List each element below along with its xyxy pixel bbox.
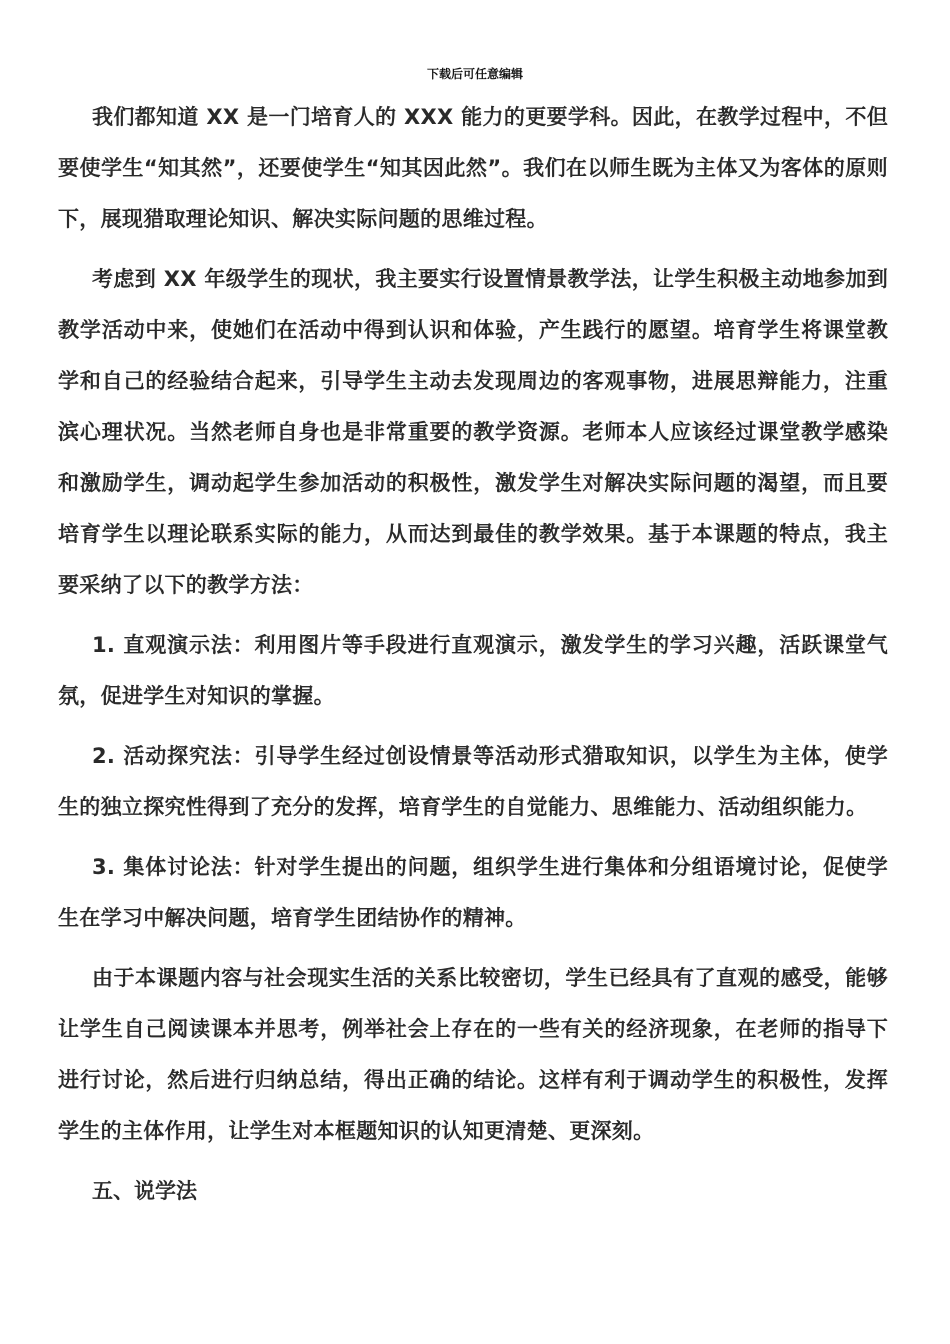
list-item-discussion-method: 3. 集体讨论法：针对学生提出的问题，组织学生进行集体和分组语境讨论，促使学生在学习中解决问题，培育学生团结协作的精神。 xyxy=(58,855,888,930)
paragraph-rationale: 由于本课题内容与社会现实生活的关系比较密切，学生已经具有了直观的感受，能够让学生自己阅读课本并思考，例举社会上存在的一些有关的经济现象，在老师的指导下进行讨论，然后进行归纳总结，得出正确的结论。这样有利于调动学生的积极性，发挥学生的主体作用，让学生对本框题知识的认知更清楚、更深刻。 xyxy=(58,966,888,1143)
list-item-inquiry-method: 2. 活动探究法：引导学生经过创设情景等活动形式猎取知识，以学生为主体，使学生的独立探究性得到了充分的发挥，培育学生的自觉能力、思维能力、活动组织能力。 xyxy=(58,744,888,819)
header-note: 下载后可任意编辑 xyxy=(426,67,523,81)
section-heading-learning-method: 五、说学法 xyxy=(92,1179,197,1203)
paragraph-teaching-method-overview: 考虑到 XX 年级学生的现状，我主要实行设置情景教学法，让学生积极主动地参加到教学活动中来，使她们在活动中得到认识和体验，产生践行的愿望。培育学生将课堂教学和自己的经验结合起来，引导学生主动去发现周边的客观事物，进展思辩能力，注重滨心理状况。当然老师自身也是非常重要的教学资源。老师本人应该经过课堂教学感染和激励学生，调动起学生参加活动的积极性，激发学生对解决实际问题的渴望，而且要培育学生以理论联系实际的能力，从而达到最佳的教学效果。基于本课题的特点，我主要采纳了以下的教学方法： xyxy=(58,267,888,597)
list-item-demonstration-method: 1. 直观演示法：利用图片等手段进行直观演示，激发学生的学习兴趣，活跃课堂气氛，促进学生对知识的掌握。 xyxy=(58,633,888,708)
document-body xyxy=(58,92,888,1217)
paragraph-teaching-principle: 我们都知道 XX 是一门培育人的 XXX 能力的更要学科。因此，在教学过程中，不但要使学生“知其然”，还要使学生“知其因此然”。我们在以师生既为主体又为客体的原则下，展现猎取理论知识、解决实际问题的思维过程。 xyxy=(58,105,888,231)
